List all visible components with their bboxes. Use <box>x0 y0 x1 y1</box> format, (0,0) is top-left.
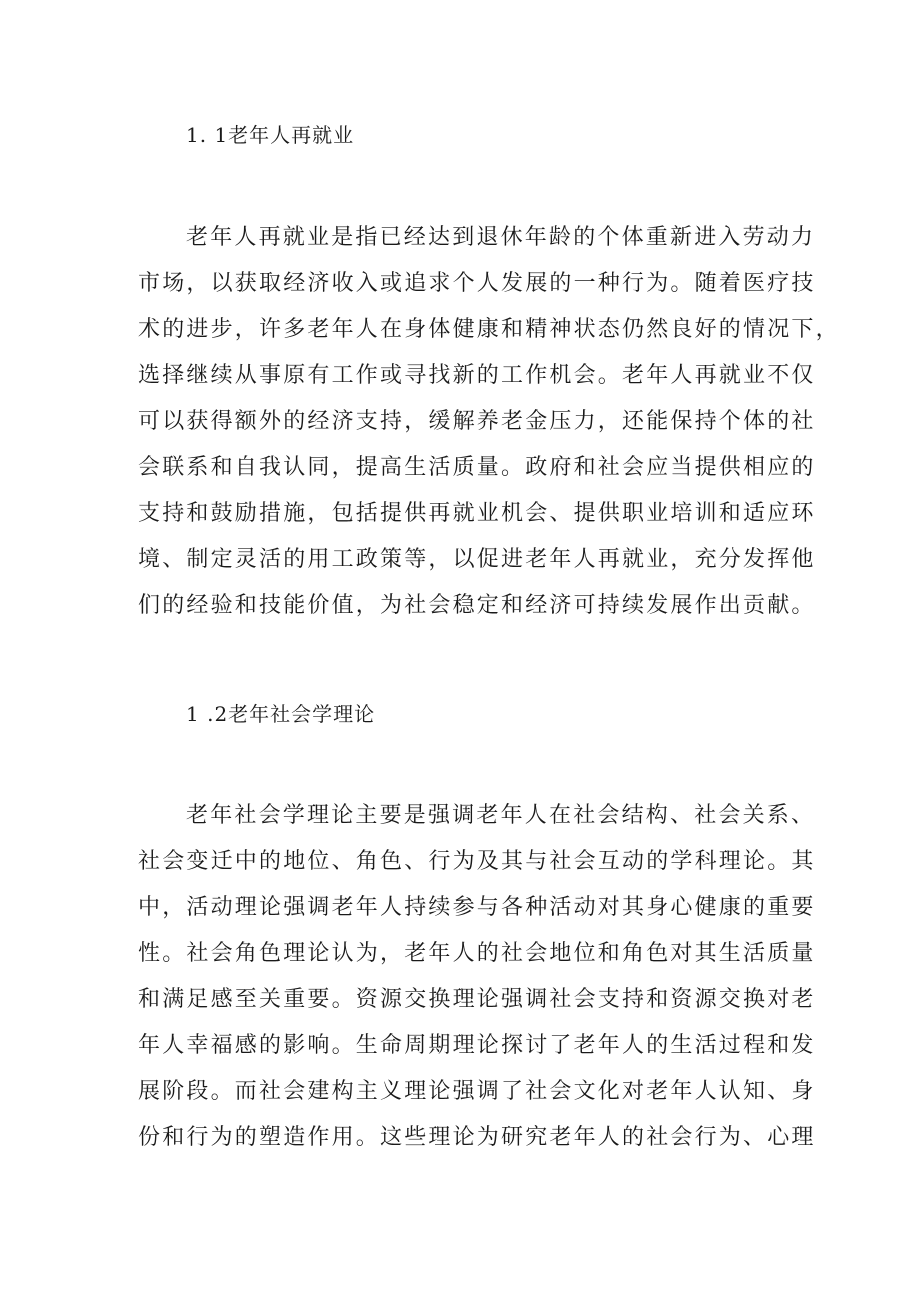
text-line: 和满足感至关重要。资源交换理论强调社会支持和资源交换对老 <box>138 987 816 1012</box>
text-line: 市场，以获取经济收入或追求个人发展的一种行为。随着医疗技 <box>138 271 816 296</box>
text-line: 可以获得额外的经济支持，缓解养老金压力，还能保持个体的社 <box>138 409 816 434</box>
section-heading-1-1: 1. 1老年人再就业 <box>186 123 355 147</box>
text-line: 中，活动理论强调老年人持续参与各种活动对其身心健康的重要 <box>138 895 816 920</box>
text-line: 年人幸福感的影响。生命周期理论探讨了老年人的生活过程和发 <box>138 1033 816 1058</box>
section-heading-1-2: 1 .2老年社会学理论 <box>186 702 376 726</box>
text-line: 会联系和自我认同，提高生活质量。政府和社会应当提供相应的 <box>138 455 816 480</box>
text-line: 们的经验和技能价值，为社会稳定和经济可持续发展作出贡献。 <box>138 593 816 618</box>
text-line: 老年人再就业是指已经达到退休年龄的个体重新进入劳动力 <box>186 225 816 250</box>
paragraph-reemployment <box>138 215 840 629</box>
text-line: 选择继续从事原有工作或寻找新的工作机会。老年人再就业不仅 <box>138 363 816 388</box>
text-line: 社会变迁中的地位、角色、行为及其与社会互动的学科理论。其 <box>138 849 816 874</box>
text-line: 展阶段。而社会建构主义理论强调了社会文化对老年人认知、身 <box>138 1079 816 1104</box>
text-line: 术的进步，许多老年人在身体健康和精神状态仍然良好的情况下， <box>138 317 840 342</box>
text-line: 老年社会学理论主要是强调老年人在社会结构、社会关系、 <box>186 803 816 828</box>
text-line: 份和行为的塑造作用。这些理论为研究老年人的社会行为、心理 <box>138 1125 816 1150</box>
text-line: 性。社会角色理论认为，老年人的社会地位和角色对其生活质量 <box>138 941 816 966</box>
text-line: 境、制定灵活的用工政策等，以促进老年人再就业，充分发挥他 <box>138 547 816 572</box>
paragraph-gerontology-theory <box>138 793 816 1161</box>
text-line: 支持和鼓励措施，包括提供再就业机会、提供职业培训和适应环 <box>138 501 816 526</box>
